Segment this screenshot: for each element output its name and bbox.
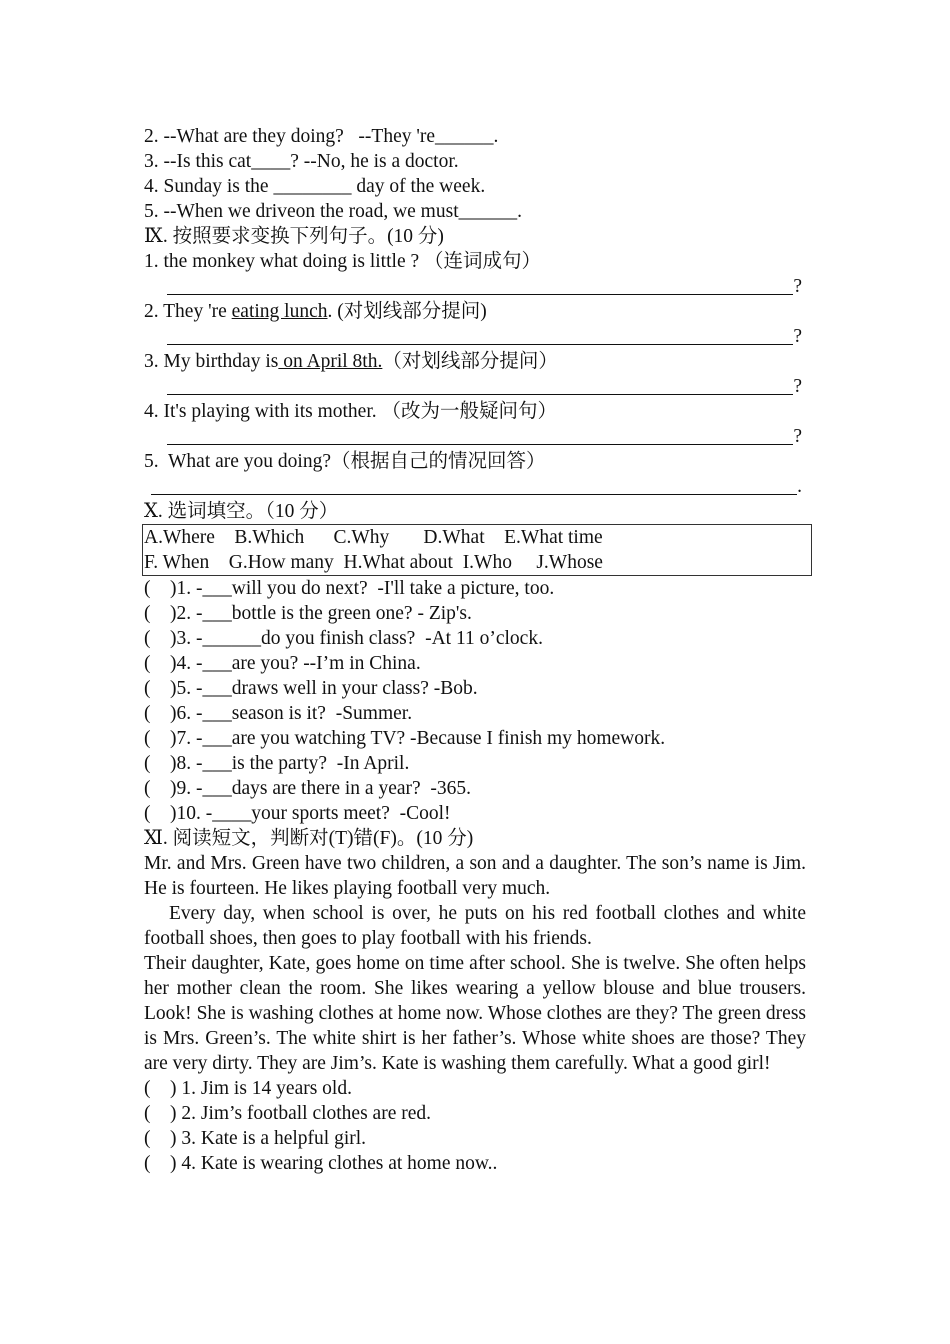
answer-blank[interactable] (167, 326, 793, 345)
answer-blank[interactable] (167, 426, 793, 445)
judge-item-3: ( ) 3. Kate is a helpful girl. (144, 1128, 367, 1149)
rewrite-question-2 (144, 299, 806, 324)
reading-paragraph-2: Every day, when school is over, he puts on his red football clothes and white football shoes, then goes to play football with his friends. (144, 903, 806, 949)
fill-blank-item-4: 4. Sunday is the ________ day of the week. (144, 176, 486, 197)
choices-row-2: F. When G.How many H.What about I.Who J.Whose (144, 552, 603, 573)
choice-item-1: ( )1. -___will you do next? -I'll take a picture, too. (144, 578, 555, 599)
answer-blank[interactable] (151, 476, 797, 495)
reading-paragraph-1: Mr. and Mrs. Green have two children, a son and a daughter. The son’s name is Jim. He is fourteen. He likes playing football very much. (144, 853, 806, 899)
word-choice-box (142, 524, 812, 576)
question-mark: ? (793, 376, 802, 397)
rewrite-question-4: 4. It's playing with its mother. （改为一般疑问句） (144, 401, 558, 422)
answer-blank[interactable] (167, 376, 793, 395)
section-11-title: Ⅺ. 阅读短文，判断对(T)错(F)。(10 分) (144, 828, 474, 849)
fill-blank-item-3: 3. --Is this cat____? --No, he is a doctor. (144, 151, 459, 172)
rewrite-question-5: 5. What are you doing?（根据自己的情况回答） (144, 451, 546, 472)
choice-item-10: ( )10. -____your sports meet? -Cool! (144, 803, 451, 824)
question-mark: ? (793, 426, 802, 447)
question-2-prefix: 2. They 're (144, 301, 232, 322)
question-mark: ? (793, 276, 802, 297)
rewrite-question-1: 1. the monkey what doing is little ? （连词成句） (144, 251, 541, 272)
choice-item-2: ( )2. -___bottle is the green one? - Zip's. (144, 603, 472, 624)
question-2-instruction: . (对划线部分提问) (327, 301, 487, 322)
underlined-phrase: eating lunch (231, 301, 328, 322)
section-9-title: Ⅸ. 按照要求变换下列句子。(10 分) (144, 226, 444, 247)
rewrite-question-3 (144, 349, 806, 374)
choice-item-3: ( )3. -______do you finish class? -At 11 o’clock. (144, 628, 543, 649)
underlined-phrase: on April 8th. (278, 351, 383, 372)
period-mark: . (797, 476, 802, 497)
choice-item-5: ( )5. -___draws well in your class? -Bob. (144, 678, 478, 699)
judge-item-4: ( ) 4. Kate is wearing clothes at home now.. (144, 1153, 498, 1174)
worksheet-page (144, 124, 806, 1176)
choice-item-7: ( )7. -___are you watching TV? -Because I finish my homework. (144, 728, 666, 749)
fill-blank-item-5: 5. --When we driveon the road, we must______. (144, 201, 522, 222)
reading-paragraph-3: Their daughter, Kate, goes home on time after school. She is twelve. She often helps her mother clean the room. She likes wearing a yellow blouse and blue trousers. Look! She is washing clothes at home now. Whose clothes are they? The green dress is Mrs. Green’s. The white shirt is her father’s. Whose white shoes are those? They are very dirty. They are Jim’s. Kate is washing them carefully. What a good girl! (144, 953, 806, 1074)
question-3-instruction: （对划线部分提问） (382, 351, 558, 372)
question-3-prefix: 3. My birthday is (144, 351, 279, 372)
answer-line-5[interactable] (144, 474, 806, 499)
fill-blank-item-2: 2. --What are they doing? --They 're______. (144, 126, 499, 147)
choice-item-6: ( )6. -___season is it? -Summer. (144, 703, 413, 724)
answer-line-3[interactable] (144, 374, 806, 399)
judge-item-1: ( ) 1. Jim is 14 years old. (144, 1078, 352, 1099)
judge-item-2: ( ) 2. Jim’s football clothes are red. (144, 1103, 432, 1124)
choice-item-8: ( )8. -___is the party? -In April. (144, 753, 410, 774)
question-mark: ? (793, 326, 802, 347)
choice-item-4: ( )4. -___are you? --I’m in China. (144, 653, 421, 674)
answer-line-1[interactable] (144, 274, 806, 299)
answer-blank[interactable] (167, 276, 793, 295)
answer-line-2[interactable] (144, 324, 806, 349)
choice-item-9: ( )9. -___days are there in a year? -365. (144, 778, 472, 799)
answer-line-4[interactable] (144, 424, 806, 449)
section-10-title: Ⅹ. 选词填空。（10 分） (144, 501, 339, 522)
choices-row-1: A.Where B.Which C.Why D.What E.What time (144, 527, 603, 548)
